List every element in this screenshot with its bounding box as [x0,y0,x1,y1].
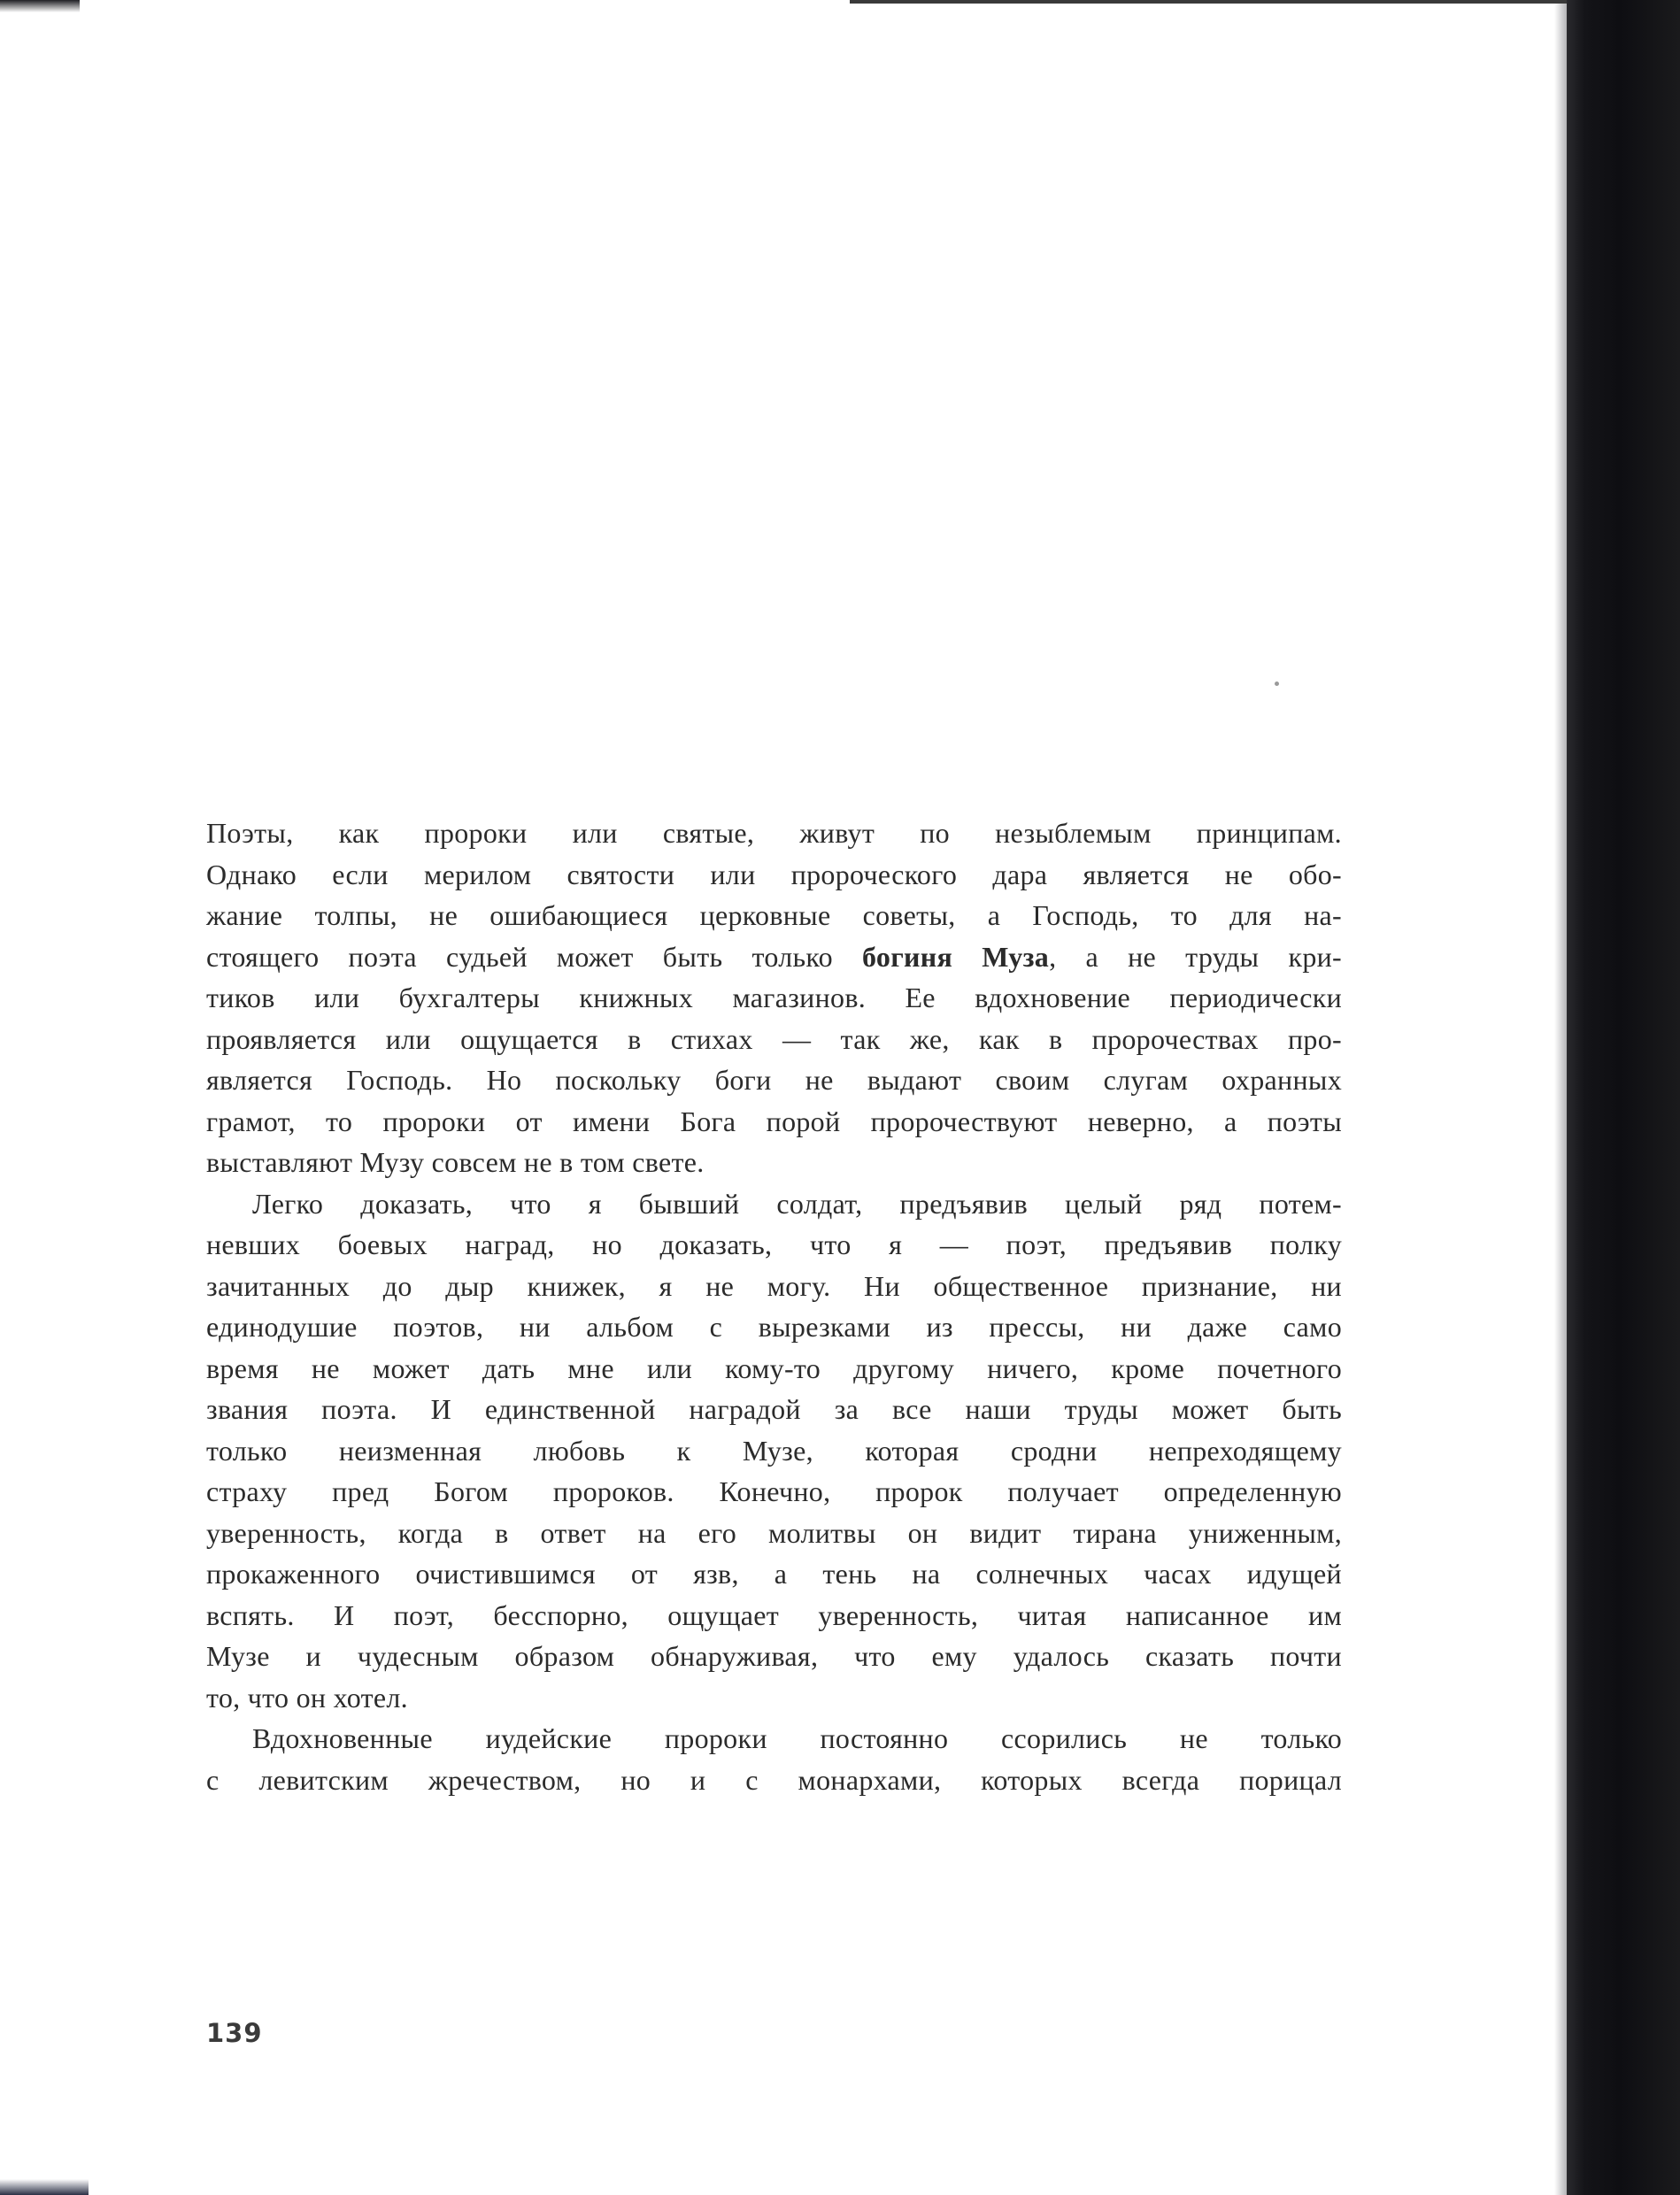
text-line: зачитанных до дыр книжек, я не могу. Ни общественное признание, ни [206,1269,1342,1302]
text-line: страху пред Богом пророков. Конечно, пророк получает определенную [206,1475,1342,1507]
text-line: вспять. И поэт, бесспорно, ощущает уверенность, читая написанное им [206,1598,1342,1631]
text-line: то, что он хотел. [206,1681,408,1714]
emphasis-bold: богиня Муза [862,940,1050,973]
text-line: грамот, то пророки от имени Бога порой пророчествуют неверно, а поэты [206,1105,1342,1137]
text-line: жание толпы, не ошибающиеся церковные советы, а Господь, то для на- [206,899,1342,931]
paragraph-2 [206,1183,1342,1719]
text-line: звания поэта. И единственной наградой за все наши труды может быть [206,1393,1342,1425]
text-line: с левитским жречеством, но и с монархами, которых всегда порицал [206,1763,1342,1796]
text-line: тиков или бухгалтеры книжных магазинов. Ее вдохновение периодически [206,982,1342,1013]
text-line: единодушие поэтов, ни альбом с вырезками из прессы, ни даже само [206,1311,1342,1343]
text-segment: стоящего поэта судьей может быть только [206,940,863,973]
text-line: проявляется или ощущается в стихах — так же, как в пророчествах про- [206,1022,1342,1055]
text-line: невших боевых наград, но доказать, что я — поэт, предъявив полку [206,1228,1342,1260]
paragraph-1 [206,813,1342,1183]
text-line: уверенность, когда в ответ на его молитвы он видит тирана униженным, [206,1516,1342,1549]
text-line: время не может дать мне или кому-то другому ничего, кроме почетного [206,1352,1342,1384]
body-text [206,813,1342,1800]
text-line: является Господь. Но поскольку боги не выдают своим слугам охранных [206,1064,1342,1096]
text-line-with-emphasis [206,936,1342,978]
page-number: 139 [206,2018,263,2048]
scan-speck [1275,682,1279,686]
text-line: Легко доказать, что я бывший солдат, предъявив целый ряд потем- [252,1187,1342,1220]
scan-top-edge [850,0,1567,4]
paragraph-3 [206,1718,1342,1800]
scan-corner-top-left [0,0,80,12]
text-line: выставляют Музу совсем не в том свете. [206,1146,705,1178]
text-line: прокаженного очистившимся от язв, а тень на солнечных часах идущей [206,1558,1342,1590]
text-line: Вдохновенные иудейские пророки постоянно ссорились не только [252,1722,1342,1754]
scan-corner-bottom-left [0,2179,89,2195]
text-segment: , а не труды кри- [1049,940,1342,973]
text-line: только неизменная любовь к Музе, которая сродни непреходящему [206,1434,1342,1467]
text-line: Поэты, как пророки или святые, живут по незыблемым принципам. [206,817,1342,849]
text-line: Однако если мерилом святости или пророческого дара является не обо- [206,858,1342,890]
page-gutter-shadow [1554,0,1567,2195]
text-line: Музе и чудесным образом обнаруживая, что ему удалось сказать почти [206,1640,1342,1672]
book-binding-edge [1567,0,1680,2195]
